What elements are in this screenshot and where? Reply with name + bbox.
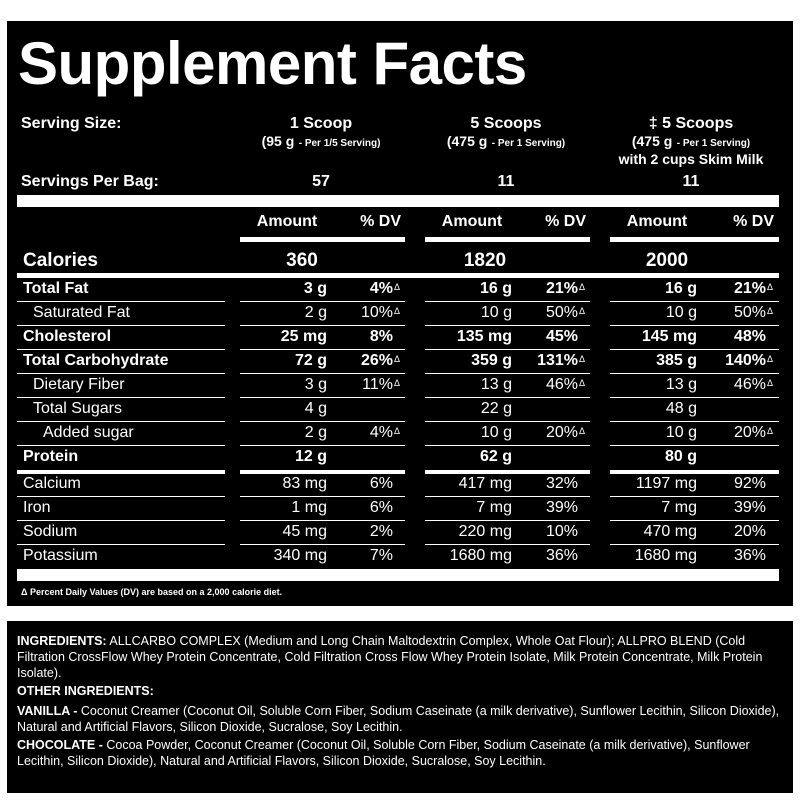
row-rule: [17, 349, 225, 350]
col3-header-rule: [610, 237, 779, 242]
col1-header-rule: [240, 237, 405, 242]
nutrient-dv: 20%: [733, 523, 766, 540]
col3-amount-header: Amount: [626, 213, 688, 230]
supplement-facts-panel: [7, 21, 793, 606]
nutrient-amount: 385 g: [656, 352, 697, 369]
nutrient-dv: 140%: [725, 352, 766, 369]
nutrient-dv: 6%: [369, 499, 393, 516]
col2-servings: 11: [497, 173, 515, 190]
chocolate-text: Cocoa Powder, Coconut Creamer (Coconut Oil, Soluble Corn Fiber, Sodium Caseinate (a milk derivative), Sunflower Lecithin, Silicon Dioxide), Natural and Artificial Flavors, Silicon Dioxide, Sucralose, Soy Lecithin.: [17, 738, 750, 768]
nutrient-amount: 1680 mg: [449, 547, 512, 564]
nutrient-amount: 13 g: [665, 376, 697, 393]
nutrient-amount: 83 mg: [282, 475, 327, 492]
col1-dv-header: % DV: [360, 213, 401, 230]
nutrient-amount: 72 g: [294, 352, 327, 369]
nutrient-amount: 10 g: [480, 304, 512, 321]
nutrient-dv: 32%: [545, 475, 578, 492]
nutrient-dv: 36%: [545, 547, 578, 564]
nutrient-dv: 26%: [360, 352, 393, 369]
nutrient-amount: 12 g: [294, 448, 327, 465]
nutrient-amount: 1680 mg: [634, 547, 697, 564]
row-rule: [425, 544, 590, 545]
thick-divider-bottom: [17, 569, 779, 581]
row-rule: [17, 397, 225, 398]
row-rule: [17, 544, 225, 545]
row-rule: [610, 421, 779, 422]
nutrient-dv: 46%: [733, 376, 766, 393]
nutrient-amount: 3 g: [304, 376, 327, 393]
row-rule: [17, 445, 225, 446]
nutrient-amount: 25 mg: [280, 328, 327, 345]
nutrient-dv: 92%: [733, 475, 766, 492]
nutrient-amount: 7 mg: [661, 499, 697, 516]
nutrient-label: Iron: [23, 499, 51, 516]
row-rule: [17, 325, 225, 326]
dv-triangle-mark: Δ: [767, 282, 774, 292]
nutrient-label: Total Fat: [23, 280, 89, 297]
dv-triangle-mark: Δ: [767, 378, 774, 388]
nutrient-amount: 16 g: [479, 280, 512, 297]
row-rule: [425, 496, 590, 497]
dv-triangle-mark: Δ: [579, 426, 586, 436]
row-rule: [240, 520, 405, 521]
col3-dv-header: % DV: [733, 213, 774, 230]
servings-per-bag-label: Servings Per Bag:: [21, 173, 159, 190]
nutrient-amount: 4 g: [304, 400, 327, 417]
col3-extra: with 2 cups Skim Milk: [618, 151, 764, 167]
chocolate-paragraph: [17, 737, 785, 769]
nutrient-amount: 7 mg: [476, 499, 512, 516]
nutrient-amount: 2 g: [304, 304, 327, 321]
footnote: Δ Percent Daily Values (DV) are based on a 2,000 calorie diet.: [21, 587, 283, 597]
chocolate-label: CHOCOLATE -: [17, 738, 103, 752]
nutrient-amount: 145 mg: [641, 328, 697, 345]
nutrient-amount: 359 g: [471, 352, 512, 369]
row-rule: [425, 325, 590, 326]
nutrient-dv: 50%: [545, 304, 578, 321]
nutrient-dv: 36%: [733, 547, 766, 564]
row-rule: [425, 397, 590, 398]
nutrient-amount: 1197 mg: [635, 475, 697, 492]
nutrient-amount: 470 mg: [643, 523, 697, 540]
ingredients-paragraph: [17, 633, 785, 681]
nutrient-amount: 45 mg: [282, 523, 327, 540]
dv-triangle-mark: Δ: [579, 354, 586, 364]
nutrient-amount: 13 g: [480, 376, 512, 393]
dv-triangle-mark: Δ: [394, 354, 401, 364]
nutrient-label: Dietary Fiber: [33, 376, 125, 393]
col2-amount-header: Amount: [441, 213, 503, 230]
nutrient-dv: 2%: [369, 523, 393, 540]
col1-head: 1 Scoop: [289, 115, 353, 132]
nutrient-label: Added sugar: [43, 424, 134, 441]
thick-divider-top: [17, 195, 779, 207]
row-rule: [425, 445, 590, 446]
nutrient-dv: 11%: [362, 376, 393, 393]
row-rule: [17, 301, 225, 302]
nutrient-dv: 4%: [369, 280, 393, 297]
nutrient-dv: 4%: [369, 424, 393, 441]
row-rule: [610, 349, 779, 350]
row-rule: [425, 520, 590, 521]
vanilla-label: VANILLA -: [17, 704, 78, 718]
panel-title: Supplement Facts: [18, 30, 527, 97]
row-rule: [17, 520, 225, 521]
serving-size-label: Serving Size:: [21, 115, 122, 132]
nutrient-amount: 10 g: [665, 424, 697, 441]
ingredients-label: INGREDIENTS:: [17, 634, 107, 648]
row-rule: [610, 544, 779, 545]
dv-triangle-mark: Δ: [579, 306, 586, 316]
nutrient-amount: 62 g: [479, 448, 512, 465]
dv-triangle-mark: Δ: [579, 282, 586, 292]
nutrient-amount: 48 g: [665, 400, 697, 417]
dv-triangle-mark: Δ: [767, 426, 774, 436]
nutrient-label: Total Sugars: [33, 400, 122, 417]
row-rule: [240, 496, 405, 497]
col3-sub: (475 g - Per 1 Serving): [631, 133, 751, 149]
nutrient-label: Potassium: [23, 547, 98, 564]
nutrient-dv: 21%: [545, 280, 578, 297]
nutrient-amount: 16 g: [664, 280, 697, 297]
row-rule: [425, 349, 590, 350]
col2-calories: 1820: [463, 250, 507, 271]
vanilla-text: Coconut Creamer (Coconut Oil, Soluble Corn Fiber, Sodium Caseinate (a milk derivative), Sunflower Lecithin, Silicon Dioxide), Natural and Artificial Flavors, Silicon Dioxide, Sucralose, Soy Lecithin.: [17, 704, 780, 734]
col1-amount-header: Amount: [256, 213, 318, 230]
nutrient-label: Calcium: [23, 475, 81, 492]
col3-servings: 11: [682, 173, 700, 190]
dv-triangle-mark: Δ: [767, 354, 774, 364]
col2-head: 5 Scoops: [470, 115, 542, 132]
nutrient-dv: 45%: [545, 328, 578, 345]
ingredients-panel: [7, 621, 793, 793]
row-rule: [17, 421, 225, 422]
col2-sub: (475 g - Per 1 Serving): [446, 133, 566, 149]
col3-head: ‡ 5 Scoops: [648, 115, 734, 132]
row-rule: [610, 301, 779, 302]
nutrient-amount: 220 mg: [458, 523, 512, 540]
vanilla-paragraph: [17, 703, 785, 735]
nutrient-label: Protein: [23, 448, 79, 465]
nutrient-dv: 50%: [733, 304, 766, 321]
nutrient-label: Saturated Fat: [33, 304, 130, 321]
row-rule: [425, 373, 590, 374]
nutrient-amount: 3 g: [303, 280, 327, 297]
row-rule: [240, 349, 405, 350]
row-rule: [17, 373, 225, 374]
ingredients-text: ALLCARBO COMPLEX (Medium and Long Chain Maltodextrin Complex, Whole Oat Flour); ALLPRO BLEND (Cold Filtration CrossFlow Whey Protein Concentrate, Cold Filtration Cross Flow Whey Protein Isolate, Milk Protein Concentrate, Milk Protein Isolate).: [17, 634, 763, 680]
row-rule: [240, 325, 405, 326]
dv-triangle-mark: Δ: [394, 282, 401, 292]
nutrient-amount: 10 g: [480, 424, 512, 441]
row-rule: [240, 301, 405, 302]
nutrient-dv: 20%: [545, 424, 578, 441]
row-rule: [610, 325, 779, 326]
row-rule: [240, 373, 405, 374]
nutrient-dv: 131%: [537, 352, 578, 369]
dv-triangle-mark: Δ: [394, 378, 401, 388]
nutrient-amount: 1 mg: [291, 499, 327, 516]
row-rule: [17, 496, 225, 497]
row-rule: [240, 397, 405, 398]
nutrient-dv: 39%: [545, 499, 578, 516]
row-rule: [610, 397, 779, 398]
nutrient-dv: 6%: [369, 475, 393, 492]
row-rule: [240, 421, 405, 422]
nutrient-dv: 20%: [733, 424, 766, 441]
dv-triangle-mark: Δ: [394, 426, 401, 436]
col1-calories: 360: [286, 250, 318, 271]
row-rule: [425, 421, 590, 422]
col2-dv-header: % DV: [545, 213, 586, 230]
other-ingredients-label: OTHER INGREDIENTS:: [17, 684, 154, 698]
row-rule: [240, 445, 405, 446]
nutrient-dv: 39%: [733, 499, 766, 516]
dv-triangle-mark: Δ: [394, 306, 401, 316]
row-rule: [425, 301, 590, 302]
nutrient-amount: 10 g: [665, 304, 697, 321]
nutrient-amount: 340 mg: [273, 547, 327, 564]
nutrient-label: Sodium: [23, 523, 78, 540]
nutrient-dv: 21%: [733, 280, 766, 297]
dv-triangle-mark: Δ: [579, 378, 586, 388]
nutrient-dv: 46%: [545, 376, 578, 393]
nutrient-dv: 48%: [733, 328, 766, 345]
nutrient-label: Cholesterol: [23, 328, 112, 345]
nutrient-dv: 10%: [545, 523, 578, 540]
nutrient-amount: 2 g: [304, 424, 327, 441]
dv-triangle-mark: Δ: [767, 306, 774, 316]
row-rule: [610, 520, 779, 521]
nutrient-amount: 135 mg: [456, 328, 512, 345]
nutrient-amount: 417 mg: [458, 475, 512, 492]
col1-sub: (95 g - Per 1/5 Serving): [261, 133, 381, 149]
row-rule: [610, 445, 779, 446]
nutrient-amount: 80 g: [664, 448, 697, 465]
nutrient-dv: 8%: [369, 328, 393, 345]
row-rule: [610, 496, 779, 497]
nutrient-amount: 22 g: [480, 400, 512, 417]
row-rule: [610, 373, 779, 374]
col3-calories: 2000: [645, 250, 689, 271]
nutrient-label: Total Carbohydrate: [23, 352, 169, 369]
nutrient-dv: 10%: [360, 304, 393, 321]
col2-header-rule: [425, 237, 590, 242]
col1-servings: 57: [312, 173, 330, 190]
nutrient-dv: 7%: [369, 547, 393, 564]
calories-label: Calories: [23, 250, 98, 271]
row-rule: [240, 544, 405, 545]
